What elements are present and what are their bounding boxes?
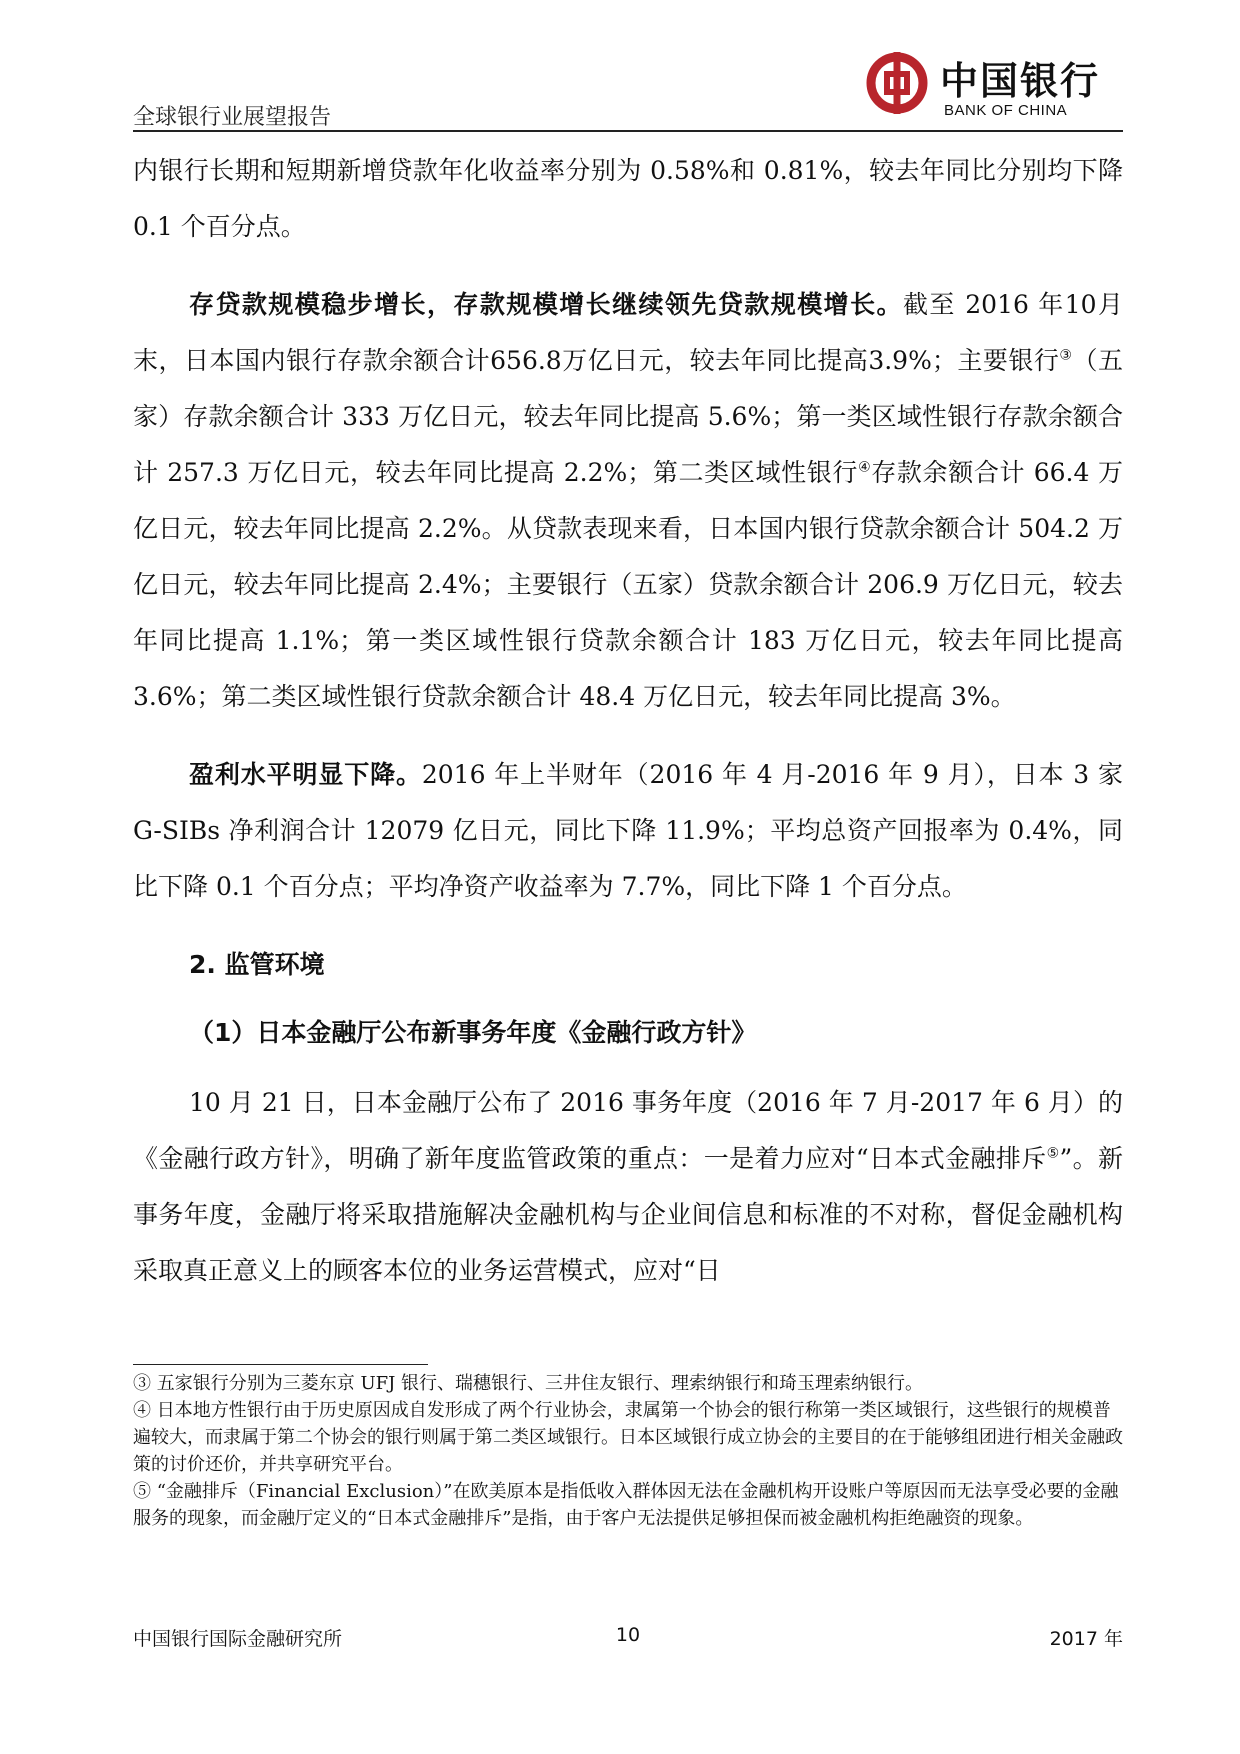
subsection-heading: （1）日本金融厅公布新事务年度《金融行政方针》	[189, 1018, 757, 1047]
page-number: 10	[615, 1624, 641, 1646]
paragraph-deposits-loans	[133, 277, 1123, 725]
footnote-3: ③ 五家银行分别为三菱东京 UFJ 银行、瑞穗银行、三井住友银行、理索纳银行和琦玉理索纳银行。	[133, 1373, 924, 1394]
paragraph-1: 内银行长期和短期新增贷款年化收益率分别为 0.58%和 0.81%，较去年同比分别均下降 0.1 个百分点。	[133, 156, 1123, 241]
page-footer	[133, 1624, 1123, 1654]
footnote-4: ④ 日本地方性银行由于历史原因成自发形成了两个行业协会，隶属第一个协会的银行称第一类区域银行，这些银行的规模普遍较大，而隶属于第二个协会的银行则属于第二类区域银行。日本区域银行成立协会的主要目的在于能够组团进行相关金融政策的讨价还价，并共享研究平台。	[133, 1400, 1123, 1475]
logo-english-text: BANK OF CHINA	[944, 102, 1068, 119]
paragraph-text: （五家）存款余额合计 333 万亿日元，较去年同比提高 5.6%；第一类区域性银行存款余额合计 257.3 万亿日元，较去年同比提高 2.2%；第二类区域性银行	[133, 346, 1123, 487]
section-heading: 2. 监管环境	[189, 950, 325, 979]
footer-institute: 中国银行国际金融研究所	[133, 1628, 343, 1650]
paragraph-text: 存款余额合计 66.4 万亿日元，较去年同比提高 2.2%。从贷款表现来看，日本国内银行贷款余额合计 504.2 万亿日元，较去年同比提高 2.4%；主要银行（五家）贷款余额合计 206.9 万亿日元，较去年同比提高 1.1%；第一类区域性银行贷款余额合计 183 万亿日元，较去年同比提高 3.6%；第二类区域性银行贷款余额合计 48.4 万亿日元，较去年同比提高 3%。	[133, 458, 1123, 711]
footnote-ref: ④	[858, 459, 872, 476]
footnote-divider	[133, 1364, 428, 1365]
main-content	[133, 143, 1123, 1321]
header-divider	[133, 130, 1123, 132]
footer-year: 2017 年	[1049, 1628, 1123, 1650]
report-title: 全球银行业展望报告	[133, 105, 332, 130]
page-header	[133, 40, 1123, 132]
logo-chinese-text: 中国银行	[940, 58, 1101, 103]
paragraph-policy	[133, 1075, 1123, 1299]
paragraph-heading: 存贷款规模稳步增长，存款规模增长继续领先贷款规模增长。	[189, 290, 903, 319]
footnote-5: ⑤ “金融排斥（Financial Exclusion）”在欧美原本是指低收入群体因无法在金融机构开设账户等原因而无法享受必要的金融服务的现象，而金融厅定义的“日本式金融排斥”是指，由于客户无法提供足够担保而被金融机构拒绝融资的现象。	[133, 1481, 1119, 1529]
bank-of-china-logo	[866, 46, 1126, 126]
footnote-ref: ⑤	[1046, 1145, 1060, 1162]
paragraph-text: 10 月 21 日，日本金融厅公布了 2016 事务年度（2016 年 7 月-2017 年 6 月）的《金融行政方针》，明确了新年度监管政策的重点：一是着力应对“日本式金融排斥	[133, 1088, 1123, 1173]
paragraph-profitability	[133, 747, 1123, 915]
paragraph-heading: 盈利水平明显下降。	[189, 760, 422, 789]
paragraph-text: 截至 2016 年10月末，日本国内银行存款余额合计656.8万亿日元，较去年同比提高3.9%；主要银行	[133, 290, 1123, 375]
footnotes	[133, 1370, 1123, 1532]
footnote-ref: ③	[1059, 347, 1073, 364]
bank-of-china-emblem-icon	[866, 52, 928, 114]
paragraph-text: ”。新事务年度，金融厅将采取措施解决金融机构与企业间信息和标准的不对称，督促金融机构采取真正意义上的顾客本位的业务运营模式，应对“日	[133, 1144, 1123, 1285]
paragraph-text: 2016 年上半财年（2016 年 4 月-2016 年 9 月），日本 3 家 G-SIBs 净利润合计 12079 亿日元，同比下降 11.9%；平均总资产回报率为 0.4%，同比下降 0.1 个百分点；平均净资产收益率为 7.7%，同比下降 1 个百分点。	[133, 760, 1123, 901]
